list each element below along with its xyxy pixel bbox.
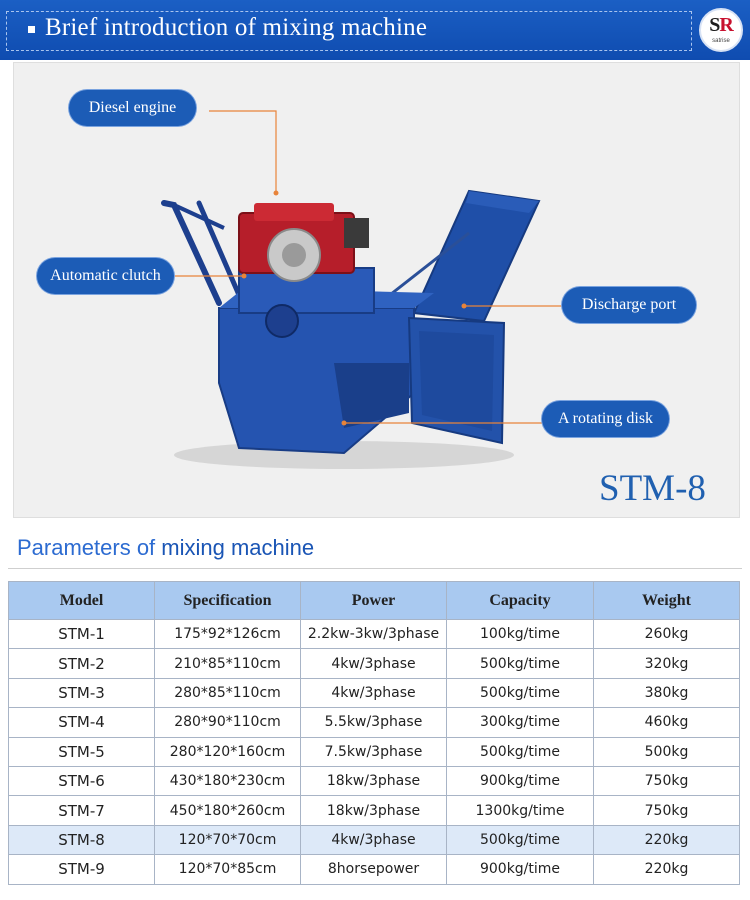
cell-weight: 750kg [594, 796, 740, 825]
table-row-highlighted [9, 825, 740, 854]
cell-capacity: 900kg/time [447, 766, 594, 795]
bullet-icon [28, 26, 35, 33]
cell-weight: 750kg [594, 766, 740, 795]
cell-model: STM-8 [9, 825, 155, 854]
cell-model: STM-1 [9, 620, 155, 649]
divider [8, 568, 742, 569]
parameters-title-suffix: mixing machine [161, 535, 315, 560]
cell-model: STM-6 [9, 766, 155, 795]
cell-specification: 120*70*70cm [155, 825, 301, 854]
cell-specification: 280*90*110cm [155, 708, 301, 737]
table-row [9, 766, 740, 795]
cell-model: STM-7 [9, 796, 155, 825]
table-row [9, 620, 740, 649]
cell-model: STM-5 [9, 737, 155, 766]
cell-capacity: 500kg/time [447, 737, 594, 766]
model-label: STM-8 [599, 468, 706, 509]
header-banner [0, 0, 750, 60]
table-row [9, 796, 740, 825]
parameters-title-prefix: Parameters of [17, 535, 156, 560]
cell-capacity: 1300kg/time [447, 796, 594, 825]
column-header-capacity: Capacity [447, 582, 594, 620]
table-row [9, 855, 740, 884]
cell-specification: 280*120*160cm [155, 737, 301, 766]
cell-capacity: 900kg/time [447, 855, 594, 884]
table-row [9, 737, 740, 766]
cell-power: 4kw/3phase [301, 678, 447, 707]
callout-discharge-port: Discharge port [562, 287, 696, 323]
cell-specification: 120*70*85cm [155, 855, 301, 884]
cell-weight: 220kg [594, 855, 740, 884]
cell-weight: 220kg [594, 825, 740, 854]
callout-diesel-engine: Diesel engine [69, 90, 196, 126]
cell-power: 4kw/3phase [301, 825, 447, 854]
cell-weight: 260kg [594, 620, 740, 649]
brand-logo [699, 8, 743, 52]
cell-capacity: 500kg/time [447, 825, 594, 854]
page-title: Brief introduction of mixing machine [45, 14, 428, 41]
column-header-model: Model [9, 582, 155, 620]
table-row [9, 708, 740, 737]
cell-model: STM-3 [9, 678, 155, 707]
cell-capacity: 300kg/time [447, 708, 594, 737]
cell-specification: 450*180*260cm [155, 796, 301, 825]
parameters-table [8, 581, 740, 885]
cell-specification: 175*92*126cm [155, 620, 301, 649]
table-header-row [9, 582, 740, 620]
column-header-specification: Specification [155, 582, 301, 620]
table-row [9, 649, 740, 678]
cell-power: 4kw/3phase [301, 649, 447, 678]
callout-rotating-disk: A rotating disk [542, 401, 669, 437]
cell-specification: 210*85*110cm [155, 649, 301, 678]
product-photo [13, 62, 740, 518]
cell-capacity: 500kg/time [447, 649, 594, 678]
cell-power: 18kw/3phase [301, 796, 447, 825]
parameters-title [17, 535, 314, 561]
cell-specification: 280*85*110cm [155, 678, 301, 707]
cell-weight: 500kg [594, 737, 740, 766]
cell-power: 2.2kw-3kw/3phase [301, 620, 447, 649]
table-row [9, 678, 740, 707]
cell-weight: 460kg [594, 708, 740, 737]
cell-specification: 430*180*230cm [155, 766, 301, 795]
logo-subtext: satrise [712, 38, 730, 44]
cell-model: STM-9 [9, 855, 155, 884]
logo-letters: SR [709, 14, 733, 36]
cell-power: 7.5kw/3phase [301, 737, 447, 766]
cell-power: 8horsepower [301, 855, 447, 884]
cell-power: 5.5kw/3phase [301, 708, 447, 737]
callout-automatic-clutch: Automatic clutch [37, 258, 174, 294]
cell-weight: 320kg [594, 649, 740, 678]
cell-capacity: 100kg/time [447, 620, 594, 649]
cell-capacity: 500kg/time [447, 678, 594, 707]
cell-power: 18kw/3phase [301, 766, 447, 795]
cell-weight: 380kg [594, 678, 740, 707]
column-header-weight: Weight [594, 582, 740, 620]
cell-model: STM-2 [9, 649, 155, 678]
column-header-power: Power [301, 582, 447, 620]
cell-model: STM-4 [9, 708, 155, 737]
